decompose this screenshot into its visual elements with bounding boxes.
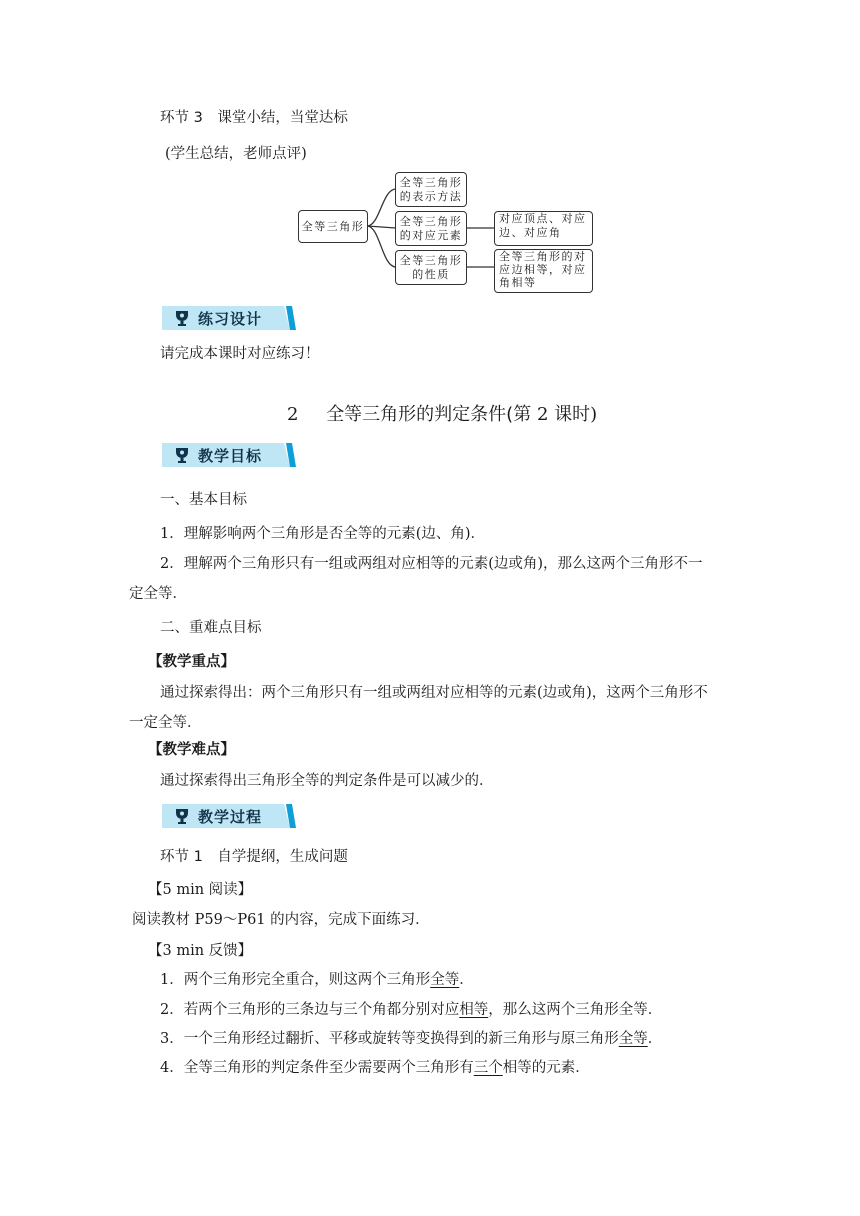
lesson-title-main: 全等三角形的判定条件(: [326, 404, 514, 425]
detail-property-line1: 全等三角形的对: [499, 250, 587, 263]
diagram-detail-elements: [494, 211, 593, 246]
node-elements-line2: 的对应元素: [399, 228, 463, 242]
q3-end: ．: [647, 1031, 663, 1047]
diagram-detail-property: [494, 249, 593, 293]
step3-heading: 环节 3 课堂小结，当堂达标: [160, 110, 348, 126]
q1-text: 1．两个三角形完全重合，则这两个三角形: [160, 972, 431, 988]
diagram-node-property: [395, 250, 467, 285]
q3-answer: 全等: [618, 1031, 648, 1047]
key-point-label: 【教学重点】: [148, 654, 235, 670]
q2-answer: 相等: [459, 1002, 489, 1018]
question-1: [160, 970, 474, 990]
question-3: [160, 1029, 662, 1049]
trophy-icon: [172, 806, 192, 826]
feedback-label: 【3 min 反馈】: [148, 943, 253, 959]
diagram-node-elements: [395, 211, 467, 246]
basic-goals-heading: 一、基本目标: [160, 492, 247, 508]
key-point-line2: 一定全等．: [129, 715, 202, 731]
q2-text: 2．若两个三角形的三条边与三个角都分别对应: [160, 1002, 460, 1018]
goals-banner: [162, 441, 296, 469]
key-goals-heading: 二、重难点目标: [160, 620, 262, 636]
trophy-icon: [172, 308, 192, 328]
q1-answer: 全等: [430, 972, 460, 988]
goal-2-line2: 定全等．: [129, 586, 187, 602]
q4-answer: 三个: [473, 1060, 503, 1076]
node-property-line1: 全等三角形: [399, 253, 463, 267]
detail-property-line2: 应边相等，对应: [499, 263, 587, 276]
reading-text: 阅读教材 P59～P61 的内容，完成下面练习．: [132, 912, 430, 928]
trophy-icon: [172, 445, 192, 465]
lesson-title-number: 2: [287, 404, 299, 425]
lesson-title: [287, 403, 597, 427]
node-notation-line1: 全等三角形: [399, 175, 463, 189]
goal-1: 1．理解影响两个三角形是否全等的元素(边、角)．: [160, 526, 486, 542]
reading-label: 【5 min 阅读】: [148, 882, 253, 898]
goals-banner-label: 教学目标: [198, 447, 263, 465]
q3-text: 3．一个三角形经过翻折、平移或旋转等变换得到的新三角形与原三角形: [160, 1031, 619, 1047]
lesson-title-suffix: 第 2 课时): [513, 404, 598, 425]
diagram-root-node: 全等三角形: [298, 210, 368, 243]
key-point-line1: 通过探索得出：两个三角形只有一组或两组对应相等的元素(边或角)，这两个三角形不: [160, 685, 708, 701]
detail-elements-line1: 对应顶点、对应: [499, 212, 587, 225]
detail-property-line3: 角相等: [499, 276, 537, 289]
process-banner-label: 教学过程: [198, 808, 263, 826]
detail-elements-line2: 边、对应角: [499, 226, 562, 239]
node-elements-line1: 全等三角形: [399, 214, 463, 228]
q4-text: 4．全等三角形的判定条件至少需要两个三角形有: [160, 1060, 474, 1076]
summary-note: (学生总结，老师点评): [165, 146, 307, 162]
difficulty-label: 【教学难点】: [148, 742, 235, 758]
difficulty-text: 通过探索得出三角形全等的判定条件是可以减少的．: [160, 773, 494, 789]
q4-end: 相等的元素．: [502, 1060, 590, 1076]
practice-banner-label: 练习设计: [198, 310, 263, 328]
node-property-line2: 的性质: [412, 267, 450, 281]
process-banner: [162, 802, 296, 830]
diagram-node-notation: [395, 172, 467, 207]
step1-heading: 环节 1 自学提纲，生成问题: [160, 849, 348, 865]
practice-banner: [162, 304, 296, 332]
question-2: [160, 1000, 662, 1020]
practice-text: 请完成本课时对应练习！: [160, 346, 320, 362]
question-4: [160, 1058, 590, 1078]
q1-end: ．: [459, 972, 474, 988]
node-notation-line2: 的表示方法: [399, 189, 463, 203]
goal-2-line1: 2．理解两个三角形只有一组或两组对应相等的元素(边或角)，那么这两个三角形不一: [160, 556, 703, 572]
q2-end: ，那么这两个三角形全等．: [488, 1002, 663, 1018]
